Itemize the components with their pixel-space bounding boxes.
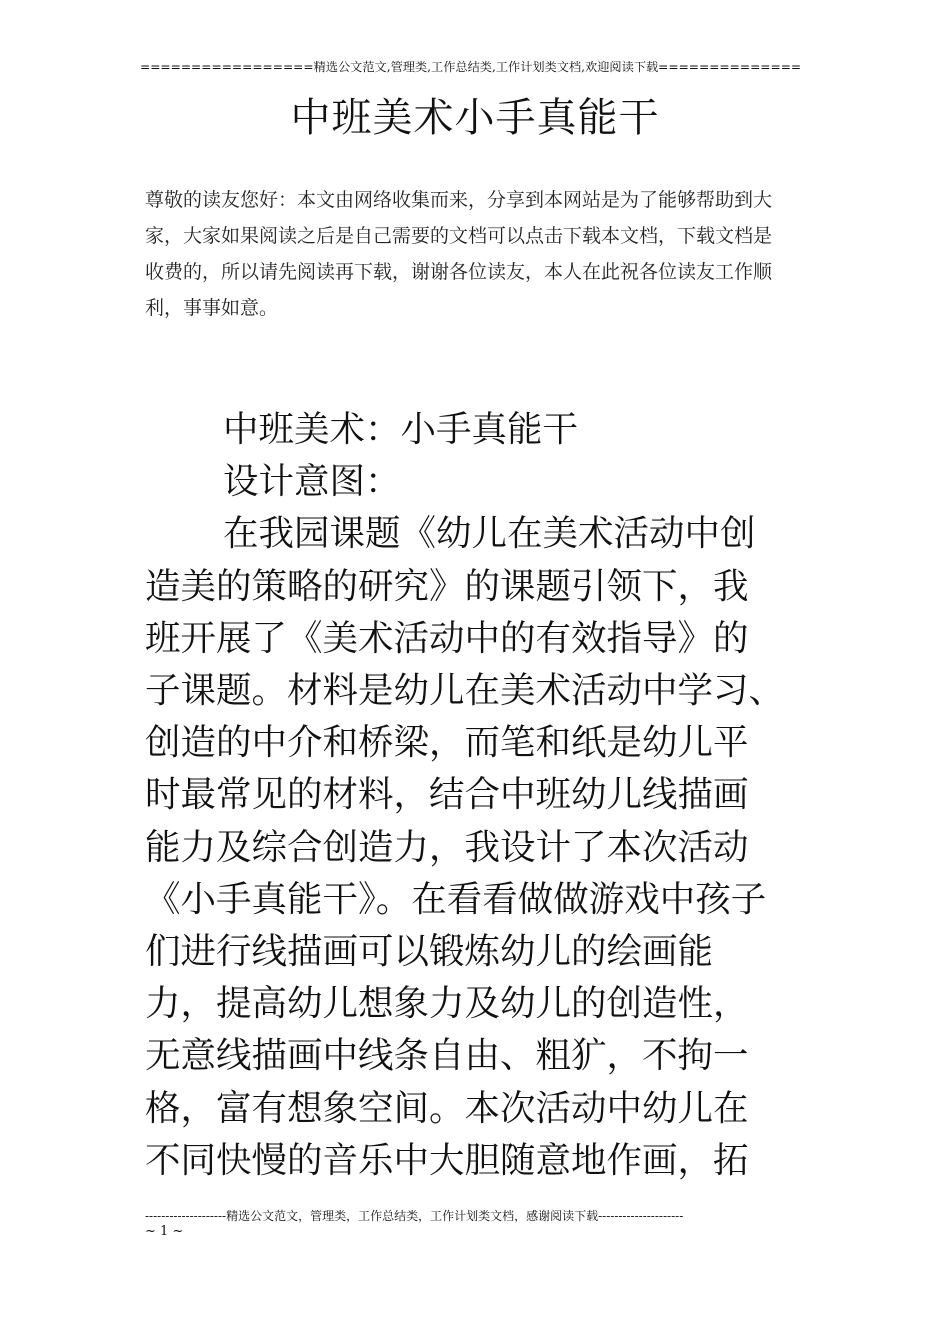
body-line: 格，富有想象空间。本次活动中幼儿在 xyxy=(145,1087,749,1129)
body-line: 在我园课题《幼儿在美术活动中创 xyxy=(223,513,756,555)
body-line: 不同快慢的音乐中大胆随意地作画，拓 xyxy=(145,1139,749,1181)
section-heading: 中班美术：小手真能干 xyxy=(223,409,579,450)
notice-line: 尊敬的读友您好：本文由网络收集而来，分享到本网站是为了能够帮助到大 xyxy=(145,189,773,211)
body-line: 无意线描画中线条自由、粗犷，不拘一 xyxy=(145,1035,749,1077)
notice-line: 利，事事如意。 xyxy=(145,297,279,319)
notice-line: 收费的，所以请先阅读再下载，谢谢各位读友，本人在此祝各位读友工作顺 xyxy=(145,261,773,283)
document-body xyxy=(145,404,815,1187)
document-title: 中班美术小手真能干 xyxy=(290,95,660,141)
body-line: 力，提高幼儿想象力及幼儿的创造性， xyxy=(145,983,749,1025)
body-line: 时最常见的材料，结合中班幼儿线描画 xyxy=(145,774,749,816)
body-line: 造美的策略的研究》的课题引领下，我 xyxy=(145,565,749,607)
body-line: 《小手真能干》。在看看做做游戏中孩子 xyxy=(145,878,767,920)
reader-notice xyxy=(145,182,810,326)
page-number: ~ 1 ~ xyxy=(145,1224,184,1239)
page-footer: --------------------精选公文范文，管理类，工作总结类，工作计划类文档，感谢阅读下载--------------------- xyxy=(145,1209,684,1223)
body-line: 子课题。材料是幼儿在美术活动中学习、 xyxy=(145,670,785,712)
body-line: 能力及综合创造力，我设计了本次活动 xyxy=(145,826,749,868)
page-header: =================精选公文范文,管理类,工作总结类,工作计划类文档,欢迎阅读下载============== xyxy=(140,60,802,74)
body-line: 班开展了《美术活动中的有效指导》的 xyxy=(145,617,749,659)
body-line: 创造的中介和桥梁，而笔和纸是幼儿平 xyxy=(145,722,749,764)
subsection-heading: 设计意图： xyxy=(223,461,401,503)
body-line: 们进行线描画可以锻炼幼儿的绘画能 xyxy=(145,931,714,973)
notice-line: 家，大家如果阅读之后是自己需要的文档可以点击下载本文档，下载文档是 xyxy=(145,225,773,247)
